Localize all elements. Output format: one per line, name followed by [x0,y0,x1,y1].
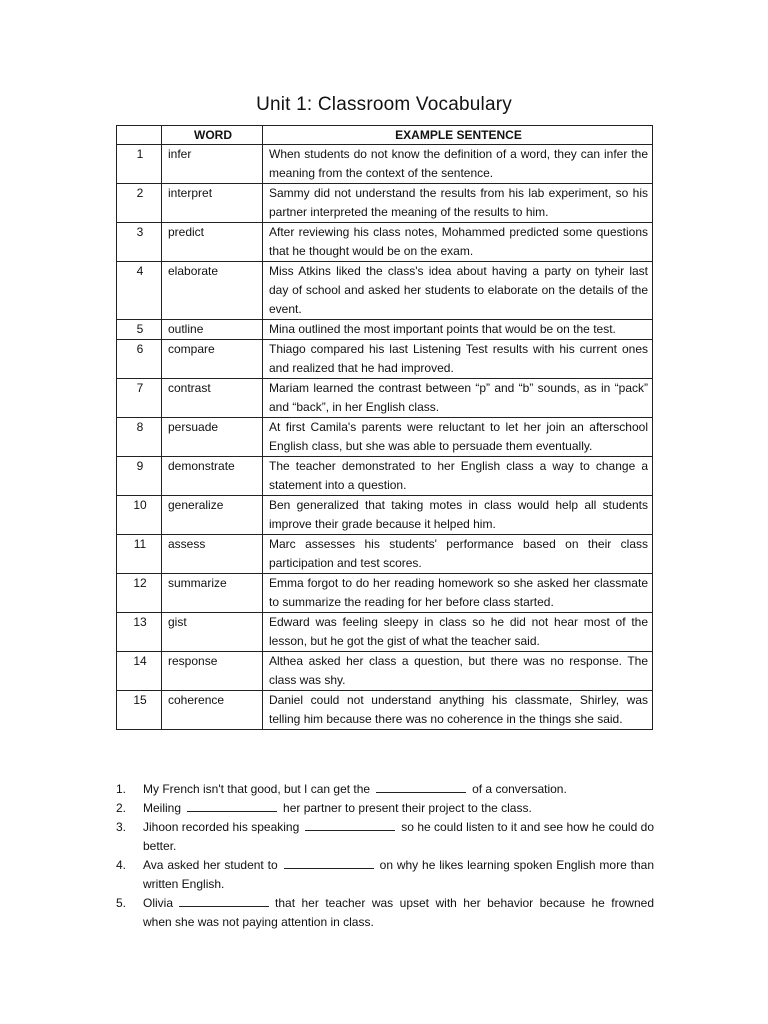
exercise-text-before: Ava asked her student to [143,858,278,872]
answer-blank[interactable] [305,818,395,831]
exercise-number: 5. [116,896,127,910]
table-row [117,223,653,262]
example-sentence: When students do not know the definition of a word, they can infer the meaning from the context of the sentence. [263,145,653,184]
vocab-word: summarize [162,574,263,613]
vocab-word: outline [162,320,263,340]
example-sentence: Daniel could not understand anything his classmate, Shirley, was telling him because there was no coherence in the things she said. [263,691,653,730]
vocab-word: assess [162,535,263,574]
table-row [117,184,653,223]
vocab-word: compare [162,340,263,379]
exercise-text-before: Olivia [143,896,174,910]
example-sentence: At first Camila's parents were reluctant to let her join an afterschool English class, but she was able to persuade them eventually. [263,418,653,457]
exercise-list [116,780,654,932]
answer-blank[interactable] [284,856,374,869]
table-row [117,574,653,613]
vocabulary-table [116,125,653,730]
header-word: WORD [162,126,263,145]
row-number: 5 [117,320,162,340]
row-number: 10 [117,496,162,535]
exercise-text-before: Jihoon recorded his speaking [143,820,300,834]
table-row [117,320,653,340]
vocab-word: infer [162,145,263,184]
vocab-word: interpret [162,184,263,223]
example-sentence: Thiago compared his last Listening Test results with his current ones and realized that he had improved. [263,340,653,379]
header-example-sentence: EXAMPLE SENTENCE [263,126,653,145]
row-number: 13 [117,613,162,652]
vocab-word: generalize [162,496,263,535]
table-row [117,496,653,535]
answer-blank[interactable] [179,894,269,907]
vocab-word: elaborate [162,262,263,320]
exercise-item [116,856,654,894]
row-number: 7 [117,379,162,418]
page-title: Unit 1: Classroom Vocabulary [256,94,512,115]
example-sentence: Emma forgot to do her reading homework so she asked her classmate to summarize the reading for her before class started. [263,574,653,613]
table-row [117,457,653,496]
exercise-text-after: that her teacher was upset with her behavior because he frowned when she was not paying attention in class. [143,896,654,929]
example-sentence: Miss Atkins liked the class's idea about having a party on tyheir last day of school and asked her students to elaborate on the details of the event. [263,262,653,320]
row-number: 8 [117,418,162,457]
exercise-text-after: her partner to present their project to the class. [283,801,532,815]
vocab-word: coherence [162,691,263,730]
vocab-word: contrast [162,379,263,418]
row-number: 12 [117,574,162,613]
row-number: 1 [117,145,162,184]
exercise-text-after: so he could listen to it and see how he could do better. [143,820,655,853]
answer-blank[interactable] [376,780,466,793]
example-sentence: Ben generalized that taking motes in class would help all students improve their grade because it helped him. [263,496,653,535]
example-sentence: Mariam learned the contrast between “p” and “b” sounds, as in “pack” and “back”, in her English class. [263,379,653,418]
example-sentence: Sammy did not understand the results from his lab experiment, so his partner interpreted the meaning of the results to him. [263,184,653,223]
table-row [117,613,653,652]
table-row [117,418,653,457]
vocab-word: demonstrate [162,457,263,496]
example-sentence: The teacher demonstrated to her English class a way to change a statement into a question. [263,457,653,496]
table-row [117,535,653,574]
row-number: 11 [117,535,162,574]
example-sentence: Althea asked her class a question, but there was no response. The class was shy. [263,652,653,691]
exercise-number: 4. [116,858,127,872]
exercise-text-before: My French isn't that good, but I can get the [143,782,371,796]
row-number: 6 [117,340,162,379]
table-row [117,145,653,184]
vocab-word: gist [162,613,263,652]
table-row [117,262,653,320]
row-number: 9 [117,457,162,496]
exercise-number: 2. [116,801,127,815]
exercise-text-after: of a conversation. [472,782,567,796]
row-number: 3 [117,223,162,262]
table-row [117,691,653,730]
vocab-word: persuade [162,418,263,457]
exercise-text-before: Meiling [143,801,182,815]
exercise-item [116,894,654,932]
row-number: 15 [117,691,162,730]
table-row [117,379,653,418]
table-body [117,145,653,730]
row-number: 14 [117,652,162,691]
header-number [117,126,162,145]
exercise-text-after: on why he likes learning spoken English more than written English. [143,858,654,891]
table-row [117,652,653,691]
row-number: 4 [117,262,162,320]
example-sentence: Mina outlined the most important points that would be on the test. [263,320,653,340]
exercise-number: 3. [116,820,127,834]
example-sentence: Marc assesses his students' performance based on their class participation and test scores. [263,535,653,574]
answer-blank[interactable] [187,799,277,812]
table-header-row [117,126,653,145]
vocab-word: predict [162,223,263,262]
example-sentence: After reviewing his class notes, Mohammed predicted some questions that he thought would be on the exam. [263,223,653,262]
example-sentence: Edward was feeling sleepy in class so he did not hear most of the lesson, but he got the gist of what the teacher said. [263,613,653,652]
exercise-item [116,818,654,856]
exercise-item [116,799,654,818]
row-number: 2 [117,184,162,223]
vocab-word: response [162,652,263,691]
exercise-number: 1. [116,782,127,796]
exercise-item [116,780,654,799]
table-row [117,340,653,379]
